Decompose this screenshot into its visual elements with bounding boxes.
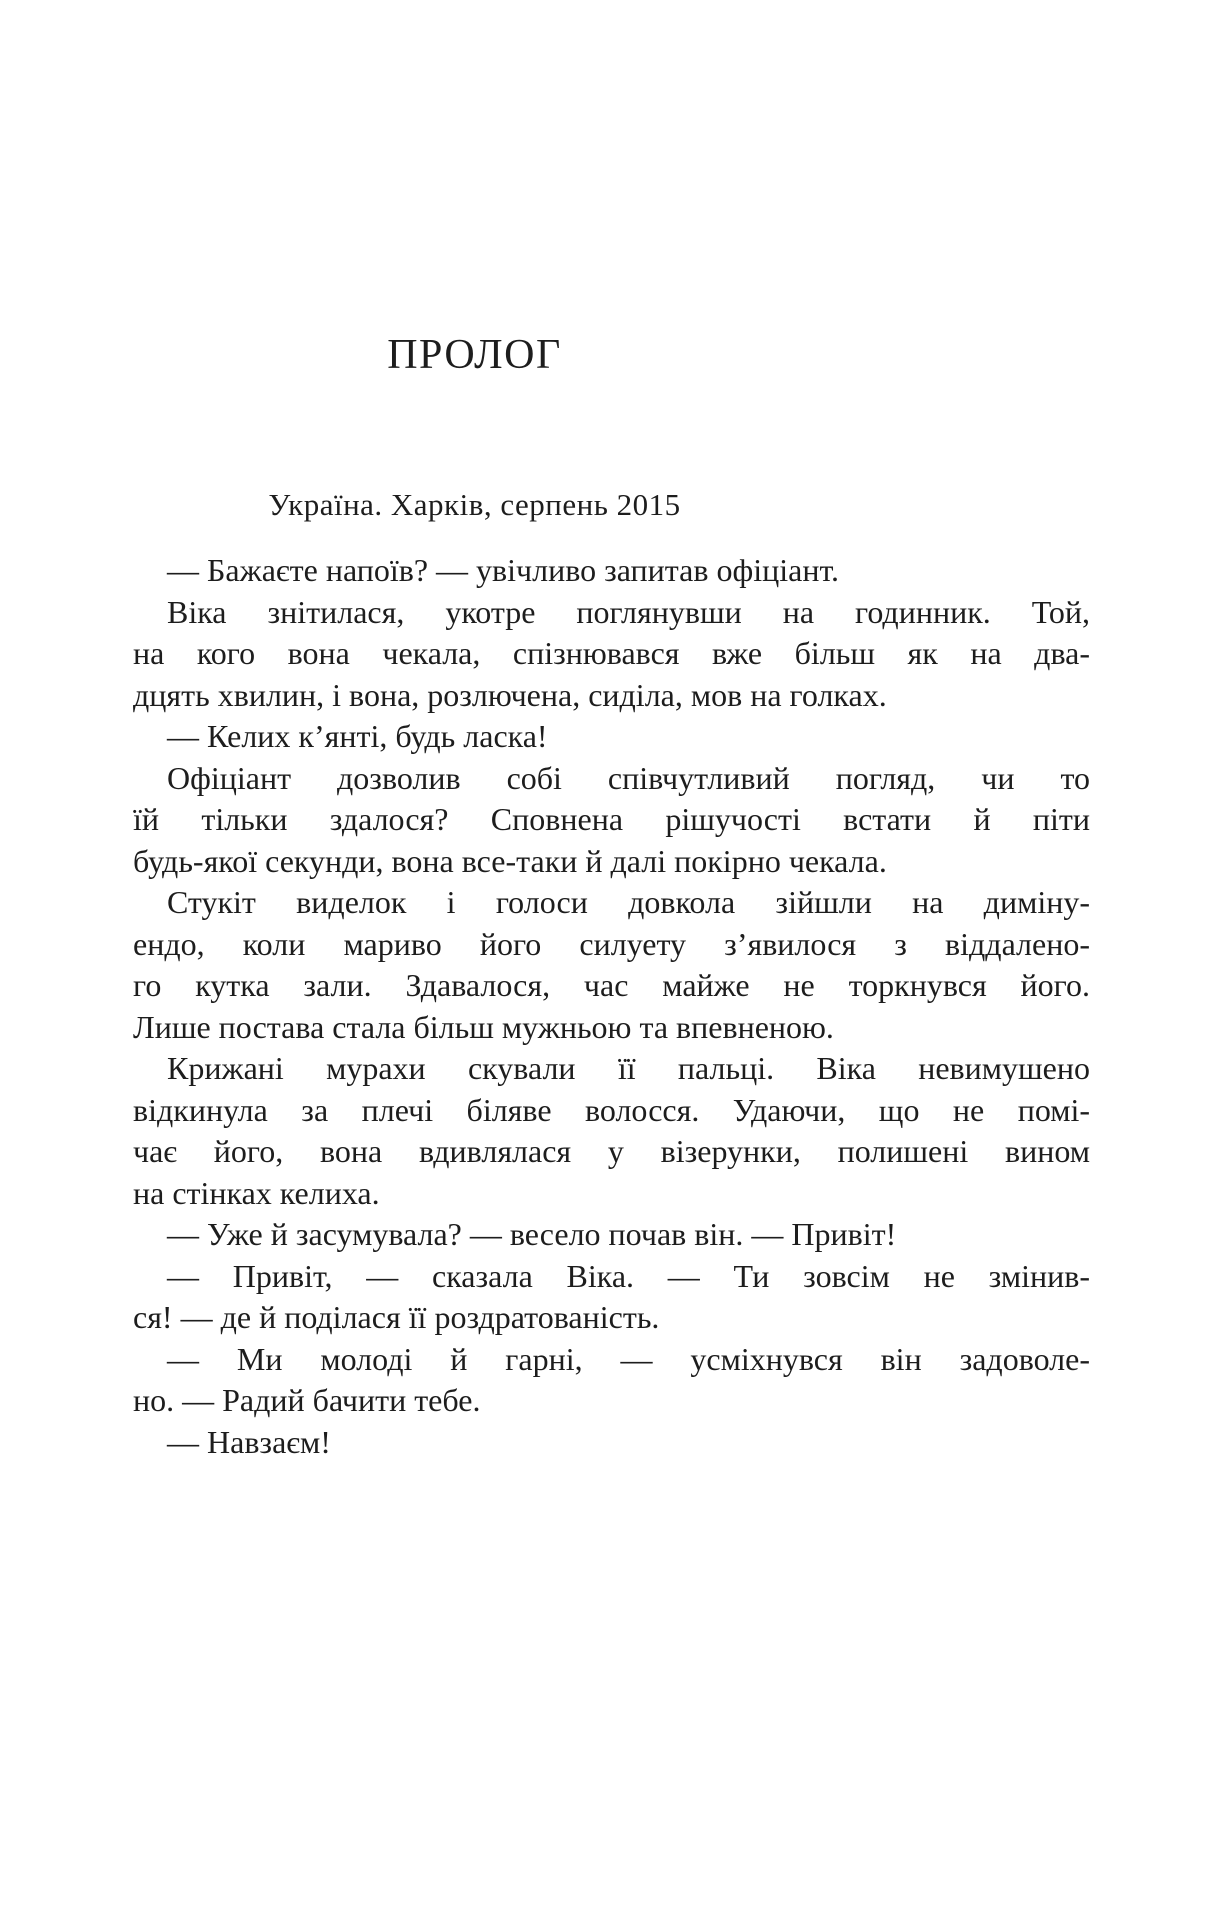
paragraph	[133, 1422, 1090, 1464]
text-line: — Ми молоді й гарні, — усміхнувся він задоволе-	[167, 1340, 1090, 1377]
paragraph	[133, 882, 1090, 1048]
text-line: но. — Радий бачити тебе.	[133, 1382, 481, 1418]
text-line: ся! — де й поділася її роздратованість.	[133, 1299, 660, 1335]
text-line: будь-якої секунди, вона все-таки й далі покірно чекала.	[133, 842, 887, 879]
chapter-heading	[133, 334, 816, 522]
paragraph	[133, 592, 1090, 717]
paragraph	[133, 1214, 1090, 1256]
paragraph	[133, 716, 1090, 758]
chapter-title: ПРОЛОГ	[387, 332, 562, 378]
text-line: на стінках келиха.	[133, 1174, 380, 1211]
text-line: дцять хвилин, і вона, розлючена, сиділа, мов на голках.	[133, 676, 887, 713]
text-line: Крижані мурахи скували її пальці. Віка невимушено	[167, 1050, 1090, 1086]
chapter-dateline: Україна. Харків, серпень 2015	[268, 487, 681, 522]
text-line: їй тільки здалося? Сповнена рішучості встати й піти	[133, 801, 1090, 837]
text-line: — Келих к’янті, будь ласка!	[167, 718, 548, 754]
text-line: — Бажаєте напоїв? — увічливо запитав офіціант.	[167, 552, 840, 588]
body-text	[133, 550, 1090, 1463]
text-line: — Уже й засумувала? — весело почав він. — Привіт!	[167, 1216, 897, 1252]
text-line: ендо, коли мариво його силуету з’явилося з віддалено-	[133, 925, 1090, 962]
text-line: — Навзаєм!	[167, 1423, 331, 1460]
text-line: го кутка зали. Здавалося, час майже не торкнувся його.	[133, 967, 1090, 1003]
text-line: відкинула за плечі біляве волосся. Удаючи, що не помі-	[133, 1091, 1090, 1128]
paragraph	[133, 758, 1090, 883]
paragraph	[133, 1048, 1090, 1214]
text-line: Стукіт виделок і голоси довкола зійшли на диміну-	[167, 884, 1090, 920]
text-line: чає його, вона вдивлялася у візерунки, полишені вином	[133, 1133, 1090, 1169]
paragraph	[133, 1256, 1090, 1339]
paragraph	[133, 1339, 1090, 1422]
text-line: Офіціант дозволив собі співчутливий погляд, чи то	[167, 759, 1090, 796]
text-line: — Привіт, — сказала Віка. — Ти зовсім не змінив-	[167, 1257, 1090, 1294]
text-line: Лише постава стала більш мужньою та впевненою.	[133, 1008, 834, 1045]
text-line: на кого вона чекала, спізнювався вже більш як на два-	[133, 635, 1090, 671]
text-line: Віка знітилася, укотре поглянувши на годинник. Той,	[167, 593, 1090, 630]
paragraph	[133, 550, 1090, 592]
